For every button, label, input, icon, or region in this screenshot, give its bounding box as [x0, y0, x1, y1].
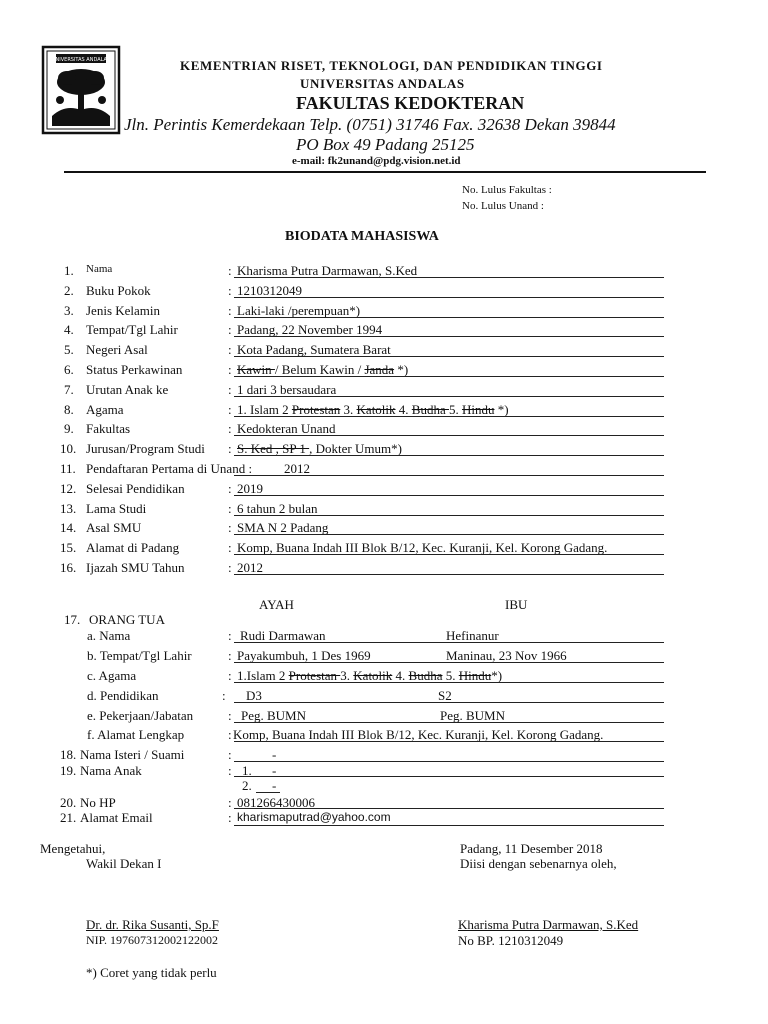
underline [234, 722, 664, 723]
isteri-value: - [272, 747, 277, 762]
email-line: e-mail: fk2unand@pdg.vision.net.id [292, 155, 461, 167]
field-label: Lama Studi [86, 501, 147, 516]
field-label: Selesai Pendidikan [86, 481, 185, 496]
colon: : [228, 520, 232, 535]
value-part: Kawin [237, 362, 275, 377]
orang-tua-no: 17. [64, 612, 81, 627]
field-value: Padang, 22 November 1994 [237, 322, 383, 337]
underline [234, 356, 664, 357]
address-line-1: Jln. Perintis Kemerdekaan Telp. (0751) 31746 Fax. 32638 Dekan 39844 [124, 115, 616, 134]
field-label: Alamat di Padang [86, 540, 180, 555]
colon: : [228, 540, 232, 555]
field-number: 5. [64, 342, 74, 357]
anak-2-number: 2. [242, 778, 252, 793]
underline [234, 515, 664, 516]
field-number: 4. [64, 322, 74, 337]
pekerjaan-ibu: Peg. BUMN [440, 708, 506, 723]
left-signatory-name: Dr. dr. Rika Susanti, Sp.F [86, 917, 219, 932]
underline [234, 534, 664, 535]
pekerjaan-ayah: Peg. BUMN [241, 708, 307, 723]
parent-agama-label: c. Agama [87, 668, 137, 683]
field-value: Kota Padang, Sumatera Barat [237, 342, 391, 357]
field-value: 2012 [284, 461, 310, 476]
faculty-title: FAKULTAS KEDOKTERAN [296, 93, 525, 113]
field-value: Kharisma Putra Darmawan, S.Ked [237, 263, 418, 278]
underline [256, 792, 280, 793]
field-label: Status Perkawinan [86, 362, 183, 377]
svg-text:UNIVERSITAS ANDALAS: UNIVERSITAS ANDALAS [51, 57, 111, 63]
underline [234, 776, 664, 777]
colon: : [228, 747, 232, 762]
agama-part: 1.Islam 2 [237, 668, 289, 683]
anak-2-value: - [272, 778, 277, 793]
field-number: 12. [60, 481, 77, 496]
field-number: 1. [64, 263, 74, 278]
field-number: 10. [60, 441, 77, 456]
field-label: Buku Pokok [86, 283, 151, 298]
underline [234, 277, 664, 278]
field-label: Tempat/Tgl Lahir [86, 322, 178, 337]
underline [234, 396, 664, 397]
no-lulus-fakultas: No. Lulus Fakultas : [462, 184, 552, 196]
value-part: / Belum Kawin / [274, 362, 365, 377]
field-label: Nama [86, 263, 113, 275]
colon: : [228, 501, 232, 516]
right-signatory-name: Kharisma Putra Darmawan, S.Ked [458, 917, 639, 932]
agama-part: 3. [340, 668, 354, 683]
address-line-2: PO Box 49 Padang 25125 [296, 135, 475, 154]
underline [234, 416, 664, 417]
nama-ayah: Rudi Darmawan [240, 628, 326, 643]
hp-label: No HP [80, 795, 116, 810]
field-label: Asal SMU [86, 520, 142, 535]
parent-pendidikan-label: d. Pendidikan [87, 688, 159, 703]
isteri-label: Nama Isteri / Suami [80, 747, 185, 762]
field-number: 15. [60, 540, 77, 555]
nama-ibu: Hefinanur [446, 628, 499, 643]
field-label: Jurusan/Program Studi [86, 441, 205, 456]
colon: : [228, 263, 232, 278]
anak-1-number: 1. [242, 763, 252, 778]
field-label: Pendaftaran Pertama di Unand : [86, 461, 253, 476]
colon: : [228, 668, 232, 683]
underline [234, 495, 664, 496]
value-part: *) [394, 362, 409, 377]
sign-date: Padang, 11 Desember 2018 [460, 841, 603, 856]
colon: : [228, 362, 232, 377]
colon: : [228, 342, 232, 357]
value-part: *) [494, 402, 509, 417]
parent-nama-label: a. Nama [87, 628, 131, 643]
colon: : [228, 795, 232, 810]
anak-1-value: - [272, 763, 277, 778]
pendidikan-ibu: S2 [438, 688, 452, 703]
field-value: 1210312049 [237, 283, 302, 298]
underline [234, 825, 664, 826]
value-part: Katolik [356, 402, 396, 417]
value-part: 4. [395, 402, 412, 417]
pendidikan-ayah: D3 [246, 688, 262, 703]
colon: : [228, 648, 232, 663]
field-number: 14. [60, 520, 77, 535]
isteri-no: 18. [60, 747, 77, 762]
underline [234, 554, 664, 555]
field-number: 16. [60, 560, 77, 575]
no-lulus-unand: No. Lulus Unand : [462, 200, 544, 212]
colon: : [228, 303, 232, 318]
email-no: 21. [60, 810, 77, 825]
parent-ttl-label: b. Tempat/Tgl Lahir [87, 648, 192, 663]
underline [234, 317, 664, 318]
wakil-dekan: Wakil Dekan I [86, 856, 162, 871]
value-part: 5. [448, 402, 462, 417]
right-signatory-nbp: No BP. 1210312049 [458, 933, 564, 948]
colon: : [228, 708, 232, 723]
value-part: , Dokter Umum*) [309, 441, 402, 456]
field-value: 1 dari 3 bersaudara [237, 382, 337, 397]
header-divider [64, 171, 706, 173]
colon: : [222, 688, 226, 703]
agama-part: *) [491, 668, 503, 683]
field-number: 13. [60, 501, 77, 516]
colon: : [228, 441, 232, 456]
field-value: Komp, Buana Indah III Blok B/12, Kec. Kuranji, Kel. Korong Gadang. [237, 540, 608, 555]
field-number: 11. [60, 461, 76, 476]
field-value: 2019 [237, 481, 263, 496]
underline [234, 702, 664, 703]
underline [234, 455, 664, 456]
field-value: SMA N 2 Padang [237, 520, 329, 535]
agama-part: Hindu [458, 668, 492, 683]
underline [234, 741, 664, 742]
field-label: Fakultas [86, 421, 131, 436]
underline [234, 662, 664, 663]
underline [234, 435, 664, 436]
mengetahui: Mengetahui, [40, 841, 106, 856]
value-part: Protestan [291, 402, 341, 417]
colon: : [228, 628, 232, 643]
field-number: 8. [64, 402, 74, 417]
orang-tua-label: ORANG TUA [89, 612, 165, 627]
parent-alamat-value: Komp, Buana Indah III Blok B/12, Kec. Kuranji, Kel. Korong Gadang. [233, 727, 604, 742]
field-value: Laki-laki /perempuan*) [237, 303, 361, 318]
anak-no: 19. [60, 763, 77, 778]
agama-part: 5. [442, 668, 459, 683]
field-number: 3. [64, 303, 74, 318]
colon: : [228, 810, 232, 825]
field-number: 7. [64, 382, 74, 397]
field-value: 2012 [237, 560, 263, 575]
colon: : [228, 402, 232, 417]
document-title: BIODATA MAHASISWA [285, 229, 439, 244]
field-label: Ijazah SMU Tahun [86, 560, 185, 575]
colon: : [228, 283, 232, 298]
field-label: Negeri Asal [86, 342, 148, 357]
university-logo [40, 44, 122, 136]
email-value: kharismaputrad@yahoo.com [237, 810, 391, 824]
underline [234, 475, 664, 476]
underline [234, 642, 664, 643]
field-label: Jenis Kelamin [86, 303, 161, 318]
value-part: 1. Islam 2 [237, 402, 292, 417]
ayah-header: AYAH [259, 597, 294, 612]
parent-alamat-label: f. Alamat Lengkap [87, 727, 185, 742]
underline [234, 376, 664, 377]
value-part: Janda [364, 362, 395, 377]
underline [234, 336, 664, 337]
underline [234, 297, 664, 298]
field-value: Kedokteran Unand [237, 421, 336, 436]
field-label: Urutan Anak ke [86, 382, 169, 397]
underline [234, 574, 664, 575]
colon: : [228, 382, 232, 397]
field-number: 2. [64, 283, 74, 298]
anak-label: Nama Anak [80, 763, 142, 778]
field-label: Agama [86, 402, 124, 417]
colon: : [228, 421, 232, 436]
left-signatory-nip: NIP. 197607312002122002 [86, 933, 219, 947]
ttl-ibu: Maninau, 23 Nov 1966 [446, 648, 567, 663]
underline [234, 761, 664, 762]
ministry-title: KEMENTRIAN RISET, TEKNOLOGI, DAN PENDIDIKAN TINGGI [180, 58, 603, 73]
agama-part: Katolik [353, 668, 393, 683]
colon: : [228, 481, 232, 496]
colon: : [228, 560, 232, 575]
diisi-oleh: Diisi dengan sebenarnya oleh, [460, 856, 617, 871]
value-part: 3. [340, 402, 357, 417]
field-number: 9. [64, 421, 74, 436]
ttl-ayah: Payakumbuh, 1 Des 1969 [237, 648, 371, 663]
value-part: Hindu [461, 402, 495, 417]
colon: : [228, 763, 232, 778]
hp-no: 20. [60, 795, 77, 810]
value-part: S. Ked , SP 1 [237, 441, 310, 456]
university-title: UNIVERSITAS ANDALAS [300, 76, 465, 91]
underline [234, 808, 664, 809]
footnote: *) Coret yang tidak perlu [86, 965, 217, 980]
agama-part: Budha [408, 668, 443, 683]
colon: : [228, 322, 232, 337]
agama-part: 4. [392, 668, 409, 683]
hp-value: 081266430006 [237, 795, 315, 810]
colon: : [228, 727, 232, 742]
ibu-header: IBU [505, 597, 528, 612]
agama-part: Protestan [288, 668, 341, 683]
email-label: Alamat Email [80, 810, 153, 825]
underline [234, 682, 664, 683]
field-value: 6 tahun 2 bulan [237, 501, 318, 516]
parent-pekerjaan-label: e. Pekerjaan/Jabatan [87, 708, 194, 723]
field-number: 6. [64, 362, 74, 377]
value-part: Budha [411, 402, 449, 417]
